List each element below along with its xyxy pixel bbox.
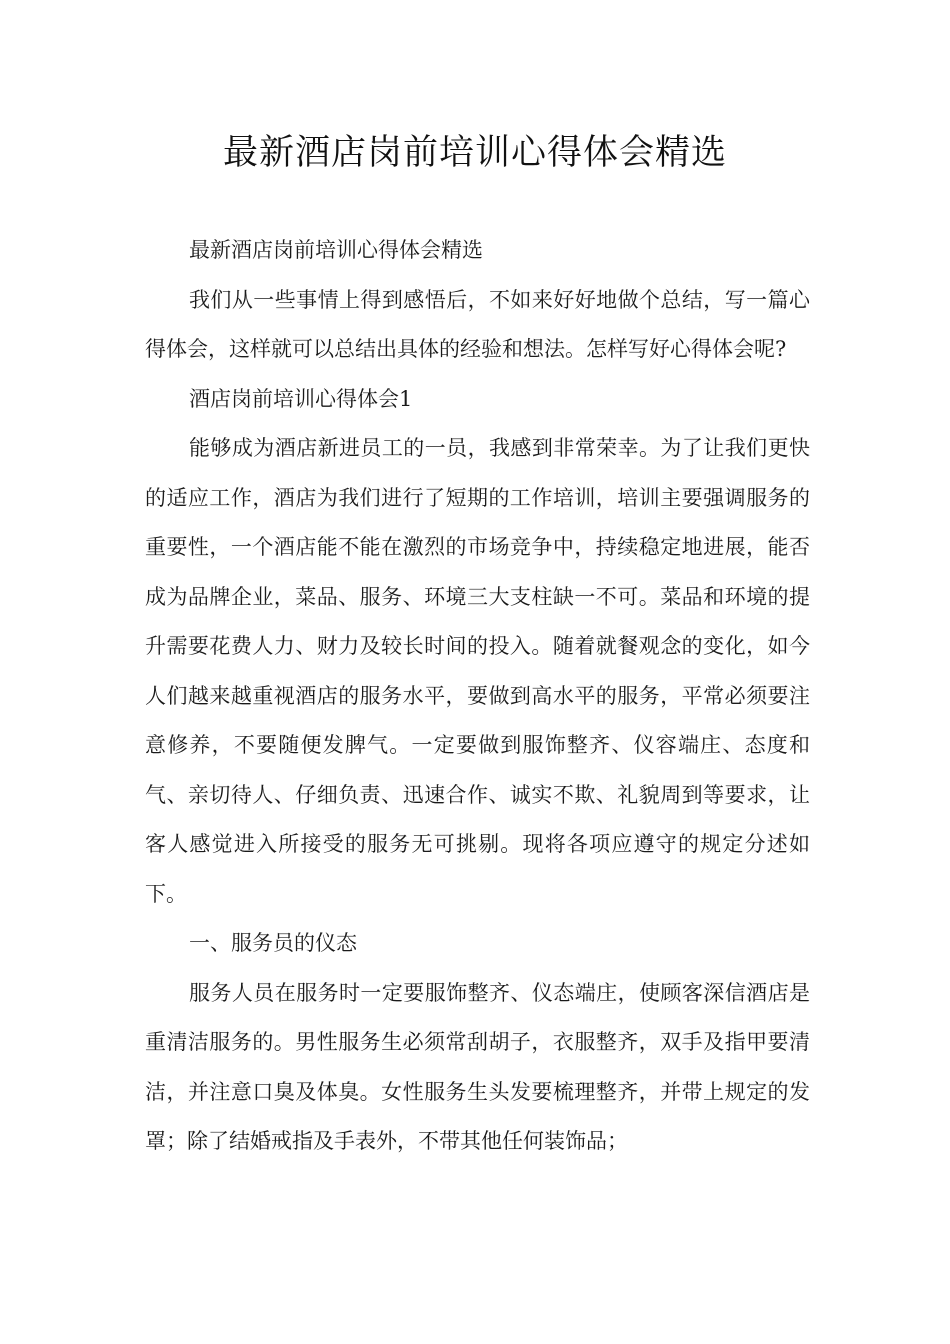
paragraph-body: 服务人员在服务时一定要服饰整齐、仪态端庄，使顾客深信酒店是重清洁服务的。男性服务生必须常刮胡子，衣服整齐，双手及指甲要清洁，并注意口臭及体臭。女性服务生头发要梳理整齐，并带上规定的发罩；除了结婚戒指及手表外，不带其他任何装饰品； bbox=[145, 980, 810, 1153]
paragraph-body: 能够成为酒店新进员工的一员，我感到非常荣幸。为了让我们更快的适应工作，酒店为我们进行了短期的工作培训，培训主要强调服务的重要性，一个酒店能不能在激烈的市场竞争中，持续稳定地进展，能否成为品牌企业，菜品、服务、环境三大支柱缺一不可。菜品和环境的提升需要花费人力、财力及较长时间的投入。随着就餐观念的变化，如今人们越来越重视酒店的服务水平，要做到高水平的服务，平常必须要注意修养，不要随便发脾气。一定要做到服饰整齐、仪容端庄、态度和气、亲切待人、仔细负责、迅速合作、诚实不欺、礼貌周到等要求，让客人感觉进入所接受的服务无可挑剔。现将各项应遵守的规定分述如下。 bbox=[145, 436, 810, 906]
document-body bbox=[145, 226, 810, 1167]
subsection-heading: 一、服务员的仪态 bbox=[189, 931, 357, 955]
page-title: 最新酒店岗前培训心得体会精选 bbox=[222, 133, 727, 173]
paragraph-intro: 我们从一些事情上得到感悟后，不如来好好地做个总结，写一篇心得体会，这样就可以总结出具体的经验和想法。怎样写好心得体会呢? bbox=[145, 287, 810, 361]
section-heading: 酒店岗前培训心得体会1 bbox=[189, 386, 413, 411]
paragraph-subtitle: 最新酒店岗前培训心得体会精选 bbox=[189, 238, 483, 262]
